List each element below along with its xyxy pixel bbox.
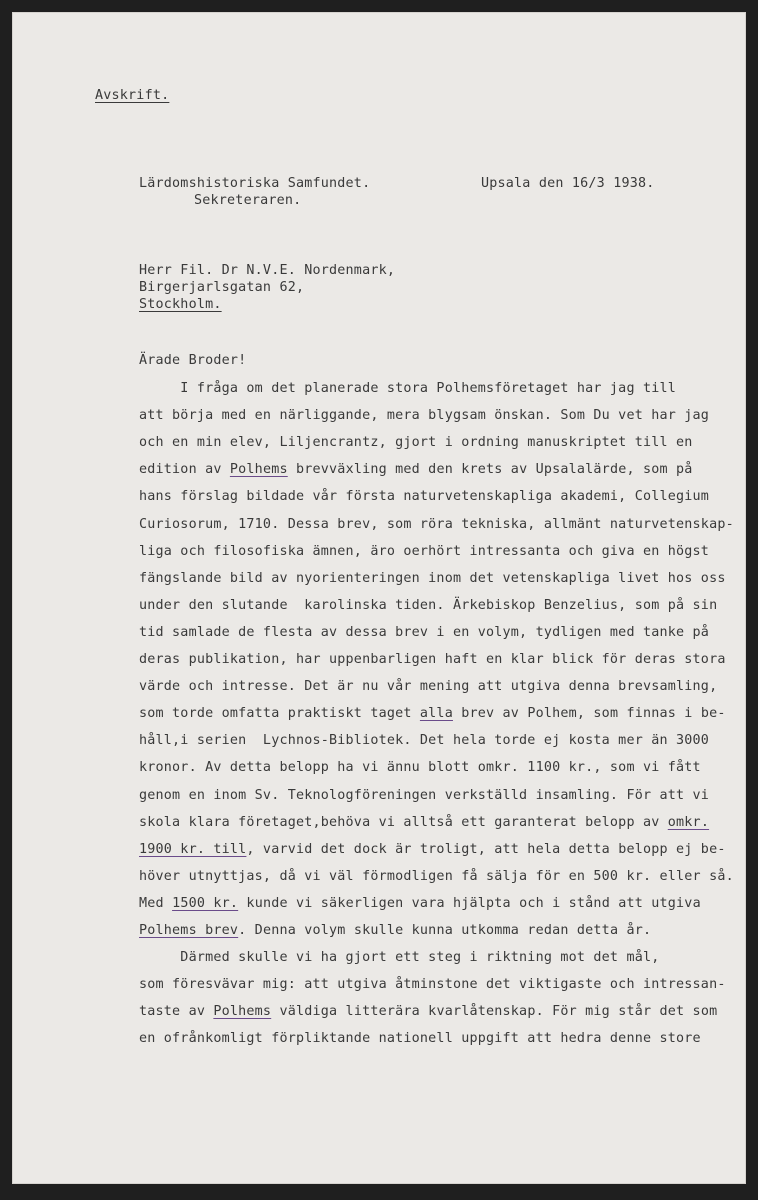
sender-role: Sekreteraren. [194,193,302,208]
body-line [139,788,709,804]
underlined-phrase: 1900 kr. till [139,842,247,857]
body-line [139,598,717,614]
text-segment: som föresvävar mig: att utgiva åtminstone det viktigaste och intressan- [139,977,726,992]
body-line [139,950,660,966]
text-segment: taste av [139,1004,214,1019]
salutation: Ärade Broder! [139,353,247,368]
text-segment: att börja med en närliggande, mera blygsam önskan. Som Du vet har jag [139,408,710,423]
underlined-phrase: omkr. [667,815,710,830]
body-line [139,923,651,939]
body-line [139,462,693,478]
letter-page [12,12,746,1184]
body-line [139,544,709,560]
text-segment: liga och filosofiska ämnen, äro oerhört intressanta och giva en högst [139,544,710,559]
document-heading: Avskrift. [95,88,170,103]
text-segment: brev av Polhem, som finnas i be- [452,706,726,721]
body-line [139,896,701,912]
body-line [139,625,709,641]
underlined-phrase: alla [419,706,453,721]
text-segment: kronor. Av detta belopp ha vi ännu blott omkr. 1100 kr., som vi fått [139,760,701,775]
body-line [139,381,676,397]
recipient-street: Birgerjarlsgatan 62, [139,280,305,295]
text-segment: fängslande bild av nyorienteringen inom det vetenskapliga livet hos oss [139,571,726,586]
text-segment: I fråga om det planerade stora Polhemsföretaget har jag till [139,381,677,396]
text-segment: tid samlade de flesta av dessa brev i en volym, tydligen med tanke på [139,625,710,640]
underlined-phrase: Polhems [213,1004,272,1019]
text-segment: Med [139,896,173,911]
body-line [139,652,726,668]
body-line [139,706,726,722]
body-line [139,977,726,993]
underlined-phrase: Polhems brev [139,923,239,938]
body-line [139,435,693,451]
body-line [139,733,709,749]
text-segment: som torde omfatta praktiskt taget [139,706,420,721]
text-segment: väldiga litterära kvarlåtenskap. För mig står det som [271,1004,718,1019]
body-line [139,842,726,858]
text-segment: genom en inom Sv. Teknologföreningen verkställd insamling. För att vi [139,788,710,803]
body-line [139,517,734,533]
body-line [139,1031,701,1047]
body-line [139,869,734,885]
body-line [139,571,726,587]
body-line [139,489,709,505]
underlined-phrase: Polhems [229,462,288,477]
text-segment: under den slutande karolinska tiden. Ärkebiskop Benzelius, som på sin [139,598,718,613]
text-segment: Curiosorum, 1710. Dessa brev, som röra tekniska, allmänt naturvetenskap- [139,517,734,532]
recipient-city: Stockholm. [139,297,222,312]
body-line [139,1004,717,1020]
text-segment: , varvid det dock är troligt, att hela detta belopp ej be- [246,842,726,857]
text-segment: höver utnyttjas, då vi väl förmodligen få sälja för en 500 kr. eller så. [139,869,734,884]
body-line [139,760,701,776]
text-segment: deras publikation, har uppenbarligen haft en klar blick för deras stora [139,652,726,667]
text-segment: . Denna volym skulle kunna utkomma redan detta år. [238,923,652,938]
place-date: Upsala den 16/3 1938. [481,176,655,191]
text-segment: hans förslag bildade vår första naturvetenskapliga akademi, Collegium [139,489,710,504]
text-segment: en ofrånkomligt förpliktande nationell uppgift att hedra denne store [139,1031,701,1046]
underlined-phrase: 1500 kr. [172,896,239,911]
text-segment: brevväxling med den krets av Upsalalärde, som på [287,462,693,477]
sender-organization: Lärdomshistoriska Samfundet. [139,176,371,191]
body-line [139,679,717,695]
body-line [139,408,709,424]
text-segment: edition av [139,462,230,477]
text-segment: håll,i serien Lychnos-Bibliotek. Det hela torde ej kosta mer än 3000 [139,733,710,748]
text-segment: Därmed skulle vi ha gjort ett steg i riktning mot det mål, [139,950,660,965]
body-line [139,815,709,831]
text-segment: värde och intresse. Det är nu vår mening att utgiva denna brevsamling, [139,679,718,694]
text-segment: och en min elev, Liljencrantz, gjort i ordning manuskriptet till en [139,435,693,450]
recipient-name: Herr Fil. Dr N.V.E. Nordenmark, [139,263,396,278]
text-segment: kunde vi säkerligen vara hjälpta och i stånd att utgiva [238,896,701,911]
text-segment: skola klara företaget,behöva vi alltså ett garanterat belopp av [139,815,668,830]
